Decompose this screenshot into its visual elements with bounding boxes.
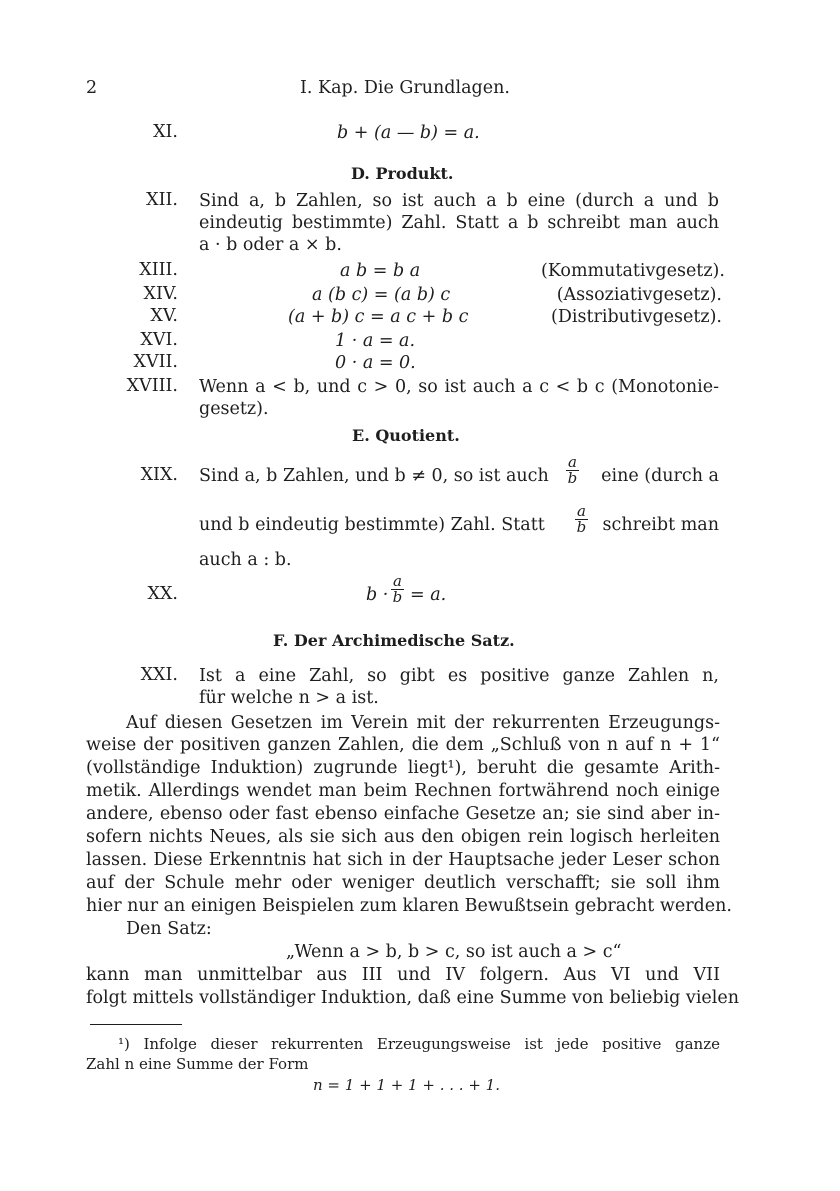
paragraph-line-8: auf der Schule mehr oder weniger deutlich verschafft; sie soll ihm (86, 873, 720, 893)
axiom-xx-left: b · (366, 585, 389, 605)
law-associative: (Assoziativgesetz). (556, 285, 722, 305)
axiom-xviii-line-1: Wenn a < b, und c > 0, so ist auch a c < b c (Monotonie- (199, 377, 719, 397)
axiom-xii-line-3: a · b oder a × b. (199, 235, 342, 255)
paragraph-line-9: hier nur an einigen Beispielen zum klaren Bewußtsein gebracht werden. (86, 896, 732, 916)
axiom-number-xviii: XVIII. (126, 376, 178, 396)
fraction-a-over-b (566, 455, 579, 486)
satz-formula: „Wenn a > b, b > c, so ist auch a > c“ (286, 942, 622, 962)
footnote-formula: n = 1 + 1 + 1 + . . . + 1. (313, 1076, 500, 1094)
axiom-number-xxi: XXI. (140, 665, 178, 685)
paragraph-line-4: metik. Allerdings wendet man beim Rechnen fortwährend noch einige (86, 781, 720, 801)
section-heading-quotient: E. Quotient. (352, 426, 460, 445)
paragraph-line-1: Auf diesen Gesetzen im Verein mit der rekurrenten Erzeugungs- (126, 713, 720, 733)
axiom-number-xi: XI. (153, 122, 178, 142)
axiom-xviii-line-2: gesetz). (199, 399, 269, 419)
closing-line-1: kann man unmittelbar aus III und IV folgern. Aus VI und VII (86, 965, 720, 985)
axiom-xx-right: = a. (410, 585, 447, 605)
axiom-xii-line-2: eindeutig bestimmte) Zahl. Statt a b schreibt man auch (199, 213, 719, 233)
axiom-xxi-line-1: Ist a eine Zahl, so gibt es positive ganze Zahlen n, (199, 666, 719, 686)
axiom-xi-formula: b + (a — b) = a. (337, 123, 480, 143)
paragraph-line-5: andere, ebenso oder fast ebenso einfache Gesetze an; sie sind aber in- (86, 804, 720, 824)
axiom-xvi-formula: 1 · a = a. (335, 331, 416, 351)
axiom-number-xv: XV. (150, 306, 178, 326)
axiom-number-xii: XII. (146, 190, 178, 210)
axiom-xix-line-2a: und b eindeutig bestimmte) Zahl. Statt (199, 515, 545, 535)
fraction-denominator: b (576, 518, 587, 536)
axiom-xiii-formula: a b = b a (340, 261, 421, 281)
axiom-number-xix: XIX. (140, 465, 178, 485)
axiom-number-xvi: XVI. (140, 330, 178, 350)
footnote-line-2: Zahl n eine Summe der Form (86, 1055, 309, 1073)
section-heading-produkt: D. Produkt. (351, 164, 454, 183)
axiom-xii-line-1: Sind a, b Zahlen, so ist auch a b eine (durch a und b (199, 191, 719, 211)
fraction-denominator: b (392, 588, 403, 606)
axiom-number-xiii: XIII. (139, 260, 178, 280)
footnote-rule (90, 1024, 182, 1025)
paragraph-line-3: (vollständige Induktion) zugrunde liegt¹), beruht die gesamte Arith- (86, 758, 720, 778)
axiom-xix-line-3: auch a : b. (199, 550, 292, 570)
fraction-numerator: a (393, 572, 402, 590)
axiom-xix-line-1a: Sind a, b Zahlen, und b ≠ 0, so ist auch (199, 466, 549, 486)
paragraph-line-2: weise der positiven ganzen Zahlen, die dem „Schluß von n auf n + 1“ (86, 735, 720, 755)
fraction-a-over-b-2 (575, 504, 588, 535)
axiom-xxi-line-2: für welche n > a ist. (199, 688, 379, 708)
page-number: 2 (86, 78, 98, 98)
running-title: I. Kap. Die Grundlagen. (300, 78, 510, 98)
axiom-number-xvii: XVII. (133, 352, 178, 372)
fraction-numerator: a (568, 453, 577, 471)
axiom-xvii-formula: 0 · a = 0. (335, 353, 416, 373)
law-distributive: (Distributivgesetz). (551, 307, 722, 327)
paragraph-line-6: sofern nichts Neues, als sie sich aus den obigen rein logisch herleiten (86, 827, 720, 847)
fraction-a-over-b-3 (391, 574, 404, 605)
axiom-xv-formula: (a + b) c = a c + b c (288, 307, 469, 327)
axiom-xix-line-1b: eine (durch a (601, 466, 719, 486)
fraction-numerator: a (577, 502, 586, 520)
satz-intro: Den Satz: (126, 919, 212, 939)
axiom-xiv-formula: a (b c) = (a b) c (312, 285, 451, 305)
axiom-number-xx: XX. (147, 584, 178, 604)
fraction-denominator: b (567, 469, 578, 487)
footnote-line-1: ¹) Infolge dieser rekurrenten Erzeugungsweise ist jede positive ganze (118, 1035, 720, 1053)
closing-line-2: folgt mittels vollständiger Induktion, daß eine Summe von beliebig vielen (86, 988, 739, 1008)
paragraph-line-7: lassen. Diese Erkenntnis hat sich in der Hauptsache jeder Leser schon (86, 850, 720, 870)
section-heading-archimedes: F. Der Archimedische Satz. (273, 631, 515, 650)
law-commutative: (Kommutativgesetz). (541, 261, 725, 281)
axiom-number-xiv: XIV. (143, 284, 178, 304)
axiom-xix-line-2b: schreibt man (602, 515, 719, 535)
